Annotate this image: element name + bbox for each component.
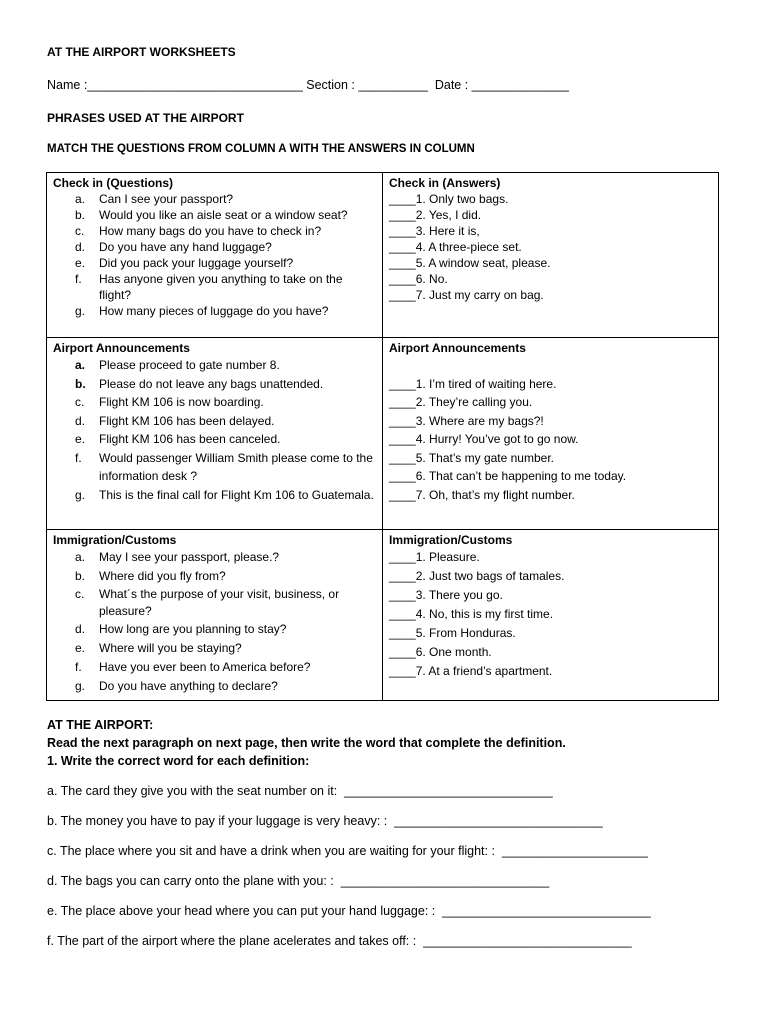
student-info-line: Name :_______________________________ Section : __________ Date : ______________ xyxy=(47,78,569,92)
announcements-list xyxy=(53,356,376,504)
list-item: g. How many pieces of luggage do you have? xyxy=(75,304,329,318)
answer-item: ____7. At a friend’s apartment. xyxy=(389,664,553,678)
announcements-answers-heading: Airport Announcements xyxy=(389,341,526,355)
answer-item: ____4. No, this is my first time. xyxy=(389,607,554,621)
table-row-check-in xyxy=(47,173,719,338)
answer-item: ____2. Just two bags of tamales. xyxy=(389,569,565,583)
table-row-immigration xyxy=(47,530,719,701)
list-item: b. Where did you fly from? xyxy=(75,569,226,583)
answer-item: ____6. No. xyxy=(389,272,448,286)
answer-item: ____6. That can’t be happening to me today. xyxy=(389,469,627,483)
immigration-questions-heading: Immigration/Customs xyxy=(53,533,177,547)
answer-item: ____4. A three-piece set. xyxy=(389,240,522,254)
list-item: a. May I see your passport, please.? xyxy=(75,550,280,564)
list-item: b. Please do not leave any bags unattended. xyxy=(75,376,324,391)
answer-item: ____2. Yes, I did. xyxy=(389,208,482,222)
answer-item: ____1. Pleasure. xyxy=(389,550,480,564)
announcements-questions-cell xyxy=(47,338,383,530)
list-item: b. Would you like an aisle seat or a window seat? xyxy=(75,208,348,222)
list-item: e. Where will you be staying? xyxy=(75,641,242,655)
definition-item: a. The card they give you with the seat number on it: ______________________________ xyxy=(47,784,553,798)
answer-item: ____5. That’s my gate number. xyxy=(389,450,554,465)
answer-item: ____7. Oh, that’s my flight number. xyxy=(389,487,575,502)
list-item: c. How many bags do you have to check in? xyxy=(75,224,322,238)
definition-item: f. The part of the airport where the plane acelerates and takes off: : ______________________________ xyxy=(47,934,632,948)
answer-item: ____1. Only two bags. xyxy=(389,192,509,206)
answer-item: ____7. Just my carry on bag. xyxy=(389,288,544,302)
worksheet-title: AT THE AIRPORT WORKSHEETS xyxy=(47,45,236,59)
list-item: g. Do you have anything to declare? xyxy=(75,679,278,693)
answer-item: ____3. Here it is, xyxy=(389,224,480,238)
list-item: c. Flight KM 106 is now boarding. xyxy=(75,395,264,409)
answer-item: ____3. There you go. xyxy=(389,588,503,602)
match-instructions: MATCH THE QUESTIONS FROM COLUMN A WITH THE ANSWERS IN COLUMN xyxy=(47,143,475,155)
check-in-answers-cell xyxy=(383,173,719,338)
phrases-title: PHRASES USED AT THE AIRPORT xyxy=(47,111,244,125)
list-item: a. Please proceed to gate number 8. xyxy=(75,358,280,372)
answer-item: ____4. Hurry! You’ve got to go now. xyxy=(389,432,579,446)
check-in-questions-cell xyxy=(47,173,383,338)
check-in-questions-heading: Check in (Questions) xyxy=(53,176,174,190)
list-item: d. Flight KM 106 has been delayed. xyxy=(75,413,275,428)
answer-item: ____3. Where are my bags?! xyxy=(389,413,544,428)
immigration-questions-cell xyxy=(47,530,383,701)
answer-item: ____6. One month. xyxy=(389,645,492,659)
check-in-questions-list xyxy=(53,191,376,319)
immigration-answers-heading: Immigration/Customs xyxy=(389,533,513,547)
definition-item: e. The place above your head where you can put your hand luggage: : ______________________________ xyxy=(47,904,651,918)
list-item: f. Has anyone given you anything to take on the flight? xyxy=(75,272,343,302)
definition-item: b. The money you have to pay if your luggage is very heavy: : ______________________________ xyxy=(47,814,603,828)
list-item: g. This is the final call for Flight Km 106 to Guatemala. xyxy=(75,487,374,502)
list-item: c. What´s the purpose of your visit, business, or pleasure? xyxy=(75,587,340,618)
list-item: f. Have you ever been to America before? xyxy=(75,660,311,674)
airport-heading: AT THE AIRPORT: xyxy=(47,718,154,732)
announcements-answers-cell xyxy=(383,338,719,530)
list-item: f. Would passenger William Smith please come to the information desk ? xyxy=(75,450,373,483)
immigration-questions-list xyxy=(53,548,376,696)
list-item: a. Can I see your passport? xyxy=(75,192,234,206)
announcements-questions-heading: Airport Announcements xyxy=(53,341,190,355)
check-in-answers-heading: Check in (Answers) xyxy=(389,176,501,190)
answer-item: ____5. A window seat, please. xyxy=(389,256,551,270)
answer-item: ____1. I’m tired of waiting here. xyxy=(389,376,557,391)
list-item: d. How long are you planning to stay? xyxy=(75,622,287,636)
list-item: e. Flight KM 106 has been canceled. xyxy=(75,432,281,446)
table-row-announcements xyxy=(47,338,719,530)
list-item: e. Did you pack your luggage yourself? xyxy=(75,256,294,270)
airport-instruction: Read the next paragraph on next page, then write the word that complete the definition. xyxy=(47,736,566,750)
answer-item: ____5. From Honduras. xyxy=(389,626,516,640)
airport-task: 1. Write the correct word for each definition: xyxy=(47,754,310,768)
answer-item: ____2. They’re calling you. xyxy=(389,395,533,409)
definition-item: c. The place where you sit and have a drink when you are waiting for your flight: : _____________________ xyxy=(47,844,648,858)
immigration-answers-cell xyxy=(383,530,719,701)
definition-item: d. The bags you can carry onto the plane with you: : ______________________________ xyxy=(47,874,550,888)
list-item: d. Do you have any hand luggage? xyxy=(75,240,272,254)
matching-table xyxy=(46,172,719,701)
